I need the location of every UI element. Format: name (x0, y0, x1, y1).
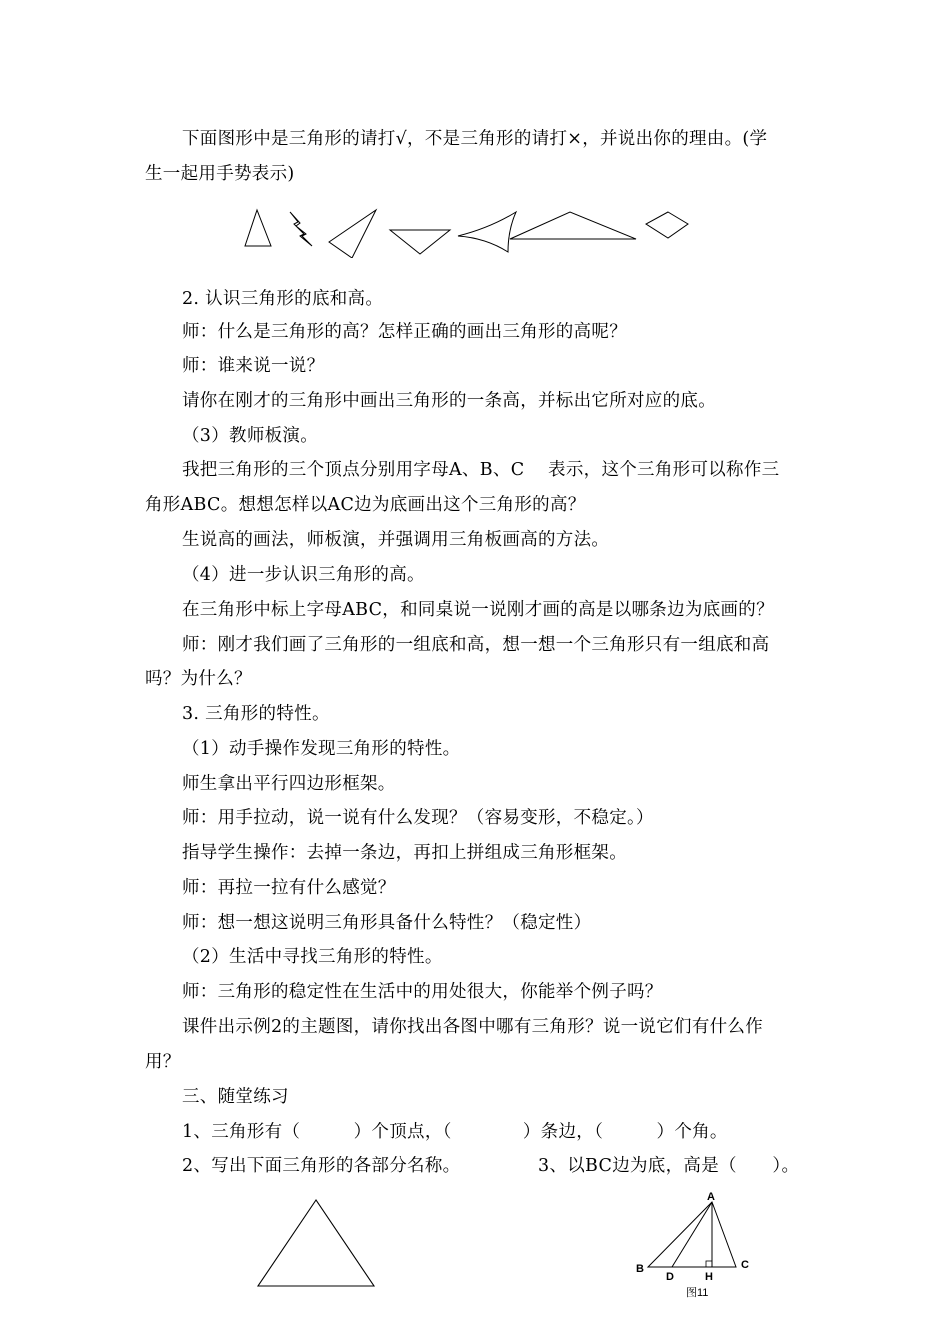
text-line-8: 我把三角形的三个顶点分别用字母A、B、C 表示，这个三角形可以称作三 (182, 460, 780, 480)
text-line-28: 2、写出下面三角形的各部分名称。 (182, 1156, 461, 1176)
text-line-7: （3）教师板演。 (182, 426, 319, 446)
text-line-3: 2. 认识三角形的底和高。 (182, 289, 384, 309)
text-line-22: （2）生活中寻找三角形的特性。 (182, 947, 443, 967)
text-line-20: 师：再拉一拉有什么感觉？ (182, 878, 396, 898)
text-line-26: 三、随堂练习 (182, 1087, 289, 1107)
label-h: H (705, 1271, 713, 1283)
text-line-17: 师生拿出平行四边形框架。 (182, 774, 396, 794)
label-a: A (707, 1191, 715, 1203)
text-line-15: 3. 三角形的特性。 (182, 704, 330, 724)
shapes-row (240, 208, 700, 258)
text-line-6: 请你在刚才的三角形中画出三角形的一条高，并标出它所对应的底。 (182, 391, 716, 411)
text-line-16: （1）动手操作发现三角形的特性。 (182, 739, 461, 759)
text-line-13: 师：刚才我们画了三角形的一组底和高，想一想一个三角形只有一组底和高 (182, 635, 770, 655)
text-line-25: 用？ (145, 1052, 181, 1072)
label-d: D (666, 1271, 674, 1283)
text-line-5: 师：谁来说一说？ (182, 356, 325, 376)
label-b: B (636, 1263, 644, 1275)
label-c: C (741, 1259, 749, 1271)
text-line-4: 师：什么是三角形的高？怎样正确的画出三角形的高呢？ (182, 322, 627, 342)
shape-lightning (290, 212, 312, 246)
text-line-11: （4）进一步认识三角形的高。 (182, 565, 425, 585)
text-line-9: 角形ABC。想想怎样以AC边为底画出这个三角形的高？ (145, 495, 586, 515)
text-line-21: 师：想一想这说明三角形具备什么特性？（稳定性） (182, 913, 592, 933)
text-line-2: 生一起用手势表示) (145, 164, 295, 184)
text-line-14: 吗？为什么？ (145, 669, 252, 689)
shape-obtuse-triangle (510, 212, 636, 239)
shape-isosceles-triangle (245, 210, 271, 246)
equilateral-triangle-figure (254, 1198, 384, 1290)
triangle-abc-figure (630, 1188, 760, 1303)
shape-rhombus (646, 212, 688, 238)
text-line-27: 1、三角形有（ ）个顶点，（ ）条边，（ ）个角。 (182, 1122, 728, 1142)
text-line-12: 在三角形中标上字母ABC，和同桌说一说刚才画的高是以哪条边为底画的？ (182, 600, 774, 620)
shape-right-triangle (329, 210, 376, 258)
text-line-29: 3、以BC边为底，高是（ ）。 (538, 1156, 800, 1176)
text-line-19: 指导学生操作：去掉一条边，再扣上拼组成三角形框架。 (182, 843, 627, 863)
shape-inverted-triangle (390, 230, 450, 254)
text-line-1: 下面图形中是三角形的请打√，不是三角形的请打×，并说出你的理由。(学 (182, 129, 768, 149)
text-line-23: 师：三角形的稳定性在生活中的用处很大，你能举个例子吗？ (182, 982, 663, 1002)
text-line-18: 师：用手拉动，说一说有什么发现？（容易变形，不稳定。） (182, 808, 654, 828)
figure-caption: 图11 (686, 1287, 709, 1299)
shape-curved-triangle (458, 212, 516, 252)
text-line-10: 生说高的画法，师板演，并强调用三角板画高的方法。 (182, 530, 610, 550)
text-line-24: 课件出示例2的主题图，请你找出各图中哪有三角形？说一说它们有什么作 (182, 1017, 764, 1037)
